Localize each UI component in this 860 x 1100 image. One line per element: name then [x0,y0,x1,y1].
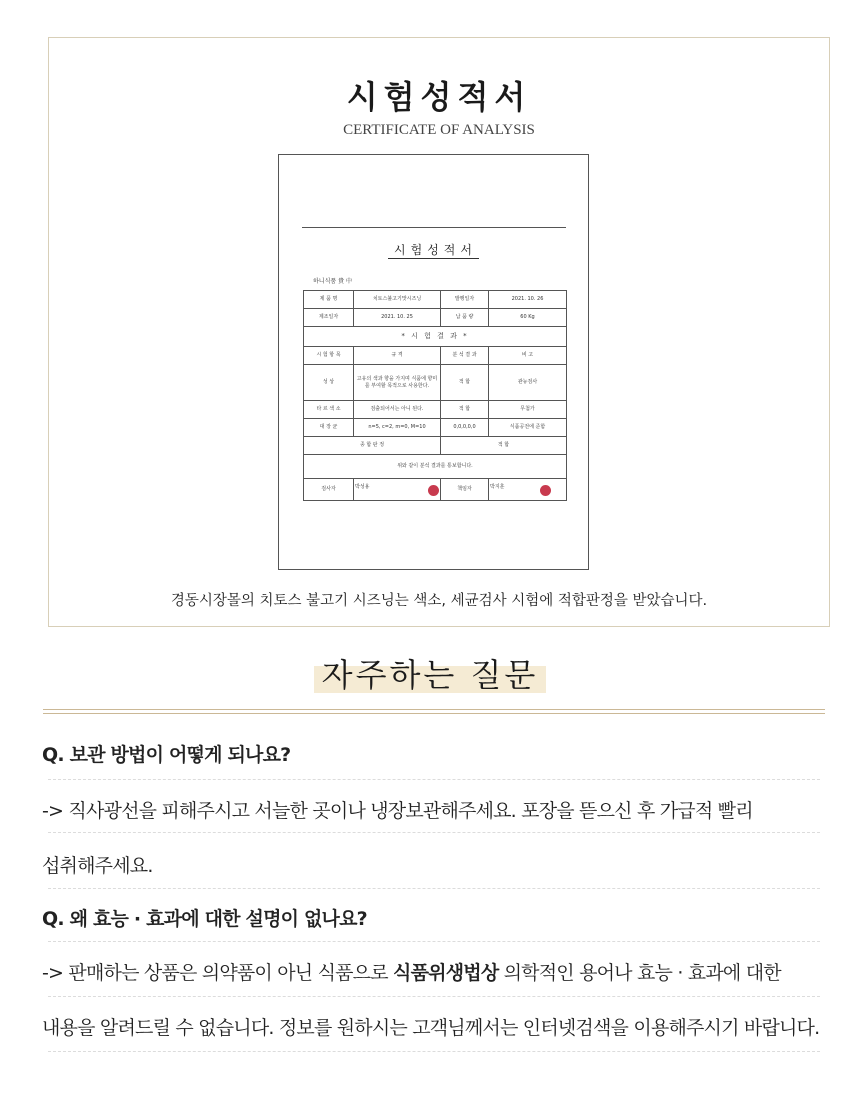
table-row [304,327,567,347]
table-row [304,455,567,479]
table-cell: 적 합 [441,437,567,455]
table-cell: 타 르 색 소 [304,401,354,419]
table-row [304,347,567,365]
table-cell: 종 합 판 정 [304,437,441,455]
table-cell: 적 합 [441,365,489,401]
table-cell: 검사자 [304,479,354,501]
dashed-divider [48,941,820,942]
table-row [304,291,567,309]
table-cell: 2021. 10. 25 [354,309,441,327]
document-table [303,290,567,501]
certificate-frame [48,37,830,627]
table-cell: 책임자 [441,479,489,501]
emphasis-text: 식품위생법상 [393,962,499,984]
table-header: 비 고 [489,347,567,365]
certificate-document-image [278,154,589,570]
table-cell: 무첨가 [489,401,567,419]
table-header: 분 석 결 과 [441,347,489,365]
table-cell: 60 Kg [489,309,567,327]
faq-divider [43,709,825,714]
faq-answer: 내용을 알려드릴 수 없습니다. 정보를 원하시는 고객님께서는 인터넷검색을 이용해주시기 바랍니다. [42,1017,820,1039]
table-cell: 대 장 균 [304,419,354,437]
faq-answer: -> 판매하는 상품은 의약품이 아닌 식품으로 식품위생법상 의학적인 용어나 효능 · 효과에 대한 [42,962,781,984]
table-cell [489,479,567,501]
inspector-name: 박성용 [355,483,370,490]
results-header: * 시 험 결 과 * [304,327,567,347]
table-row [304,365,567,401]
table-row [304,419,567,437]
document-divider [302,227,566,228]
faq-header [0,650,860,696]
table-cell: 납 품 량 [441,309,489,327]
red-seal-icon [540,485,551,496]
dashed-divider [48,832,820,833]
table-cell: 식품공전에 준함 [489,419,567,437]
faq-title: 자주하는 질문 [314,650,547,696]
certificate-title: 시험성적서 [346,78,532,116]
faq-question: Q. 보관 방법이 어떻게 되나요? [42,744,291,766]
table-cell: 관능검사 [489,365,567,401]
table-header: 규 격 [354,347,441,365]
table-row [304,479,567,501]
table-row [304,437,567,455]
table-cell: 성 상 [304,365,354,401]
table-row [304,401,567,419]
table-cell: 적 합 [441,401,489,419]
table-cell: 0,0,0,0,0 [441,419,489,437]
dashed-divider [48,888,820,889]
table-row [304,309,567,327]
faq-answer: -> 직사광선을 피해주시고 서늘한 곳이나 냉장보관해주세요. 포장을 뜯으신 후 가급적 빨리 [42,800,753,822]
table-header: 시 험 항 목 [304,347,354,365]
table-cell: 위와 같이 분석 결과를 통보합니다. [304,455,567,479]
certificate-caption: 경동시장몰의 치토스 불고기 시즈닝는 색소, 세균검사 시험에 적합판정을 받았습니다. [170,593,708,609]
document-title: 시험성적서 [279,241,588,258]
dashed-divider [48,996,820,997]
table-cell: 고유의 색과 향을 가지며 식품에 향미를 부여할 목적으로 사용한다. [354,365,441,401]
faq-question: Q. 왜 효능 · 효과에 대한 설명이 없나요? [42,908,367,930]
red-seal-icon [428,485,439,496]
table-cell: 치토스불고기맛시즈닝 [354,291,441,309]
certificate-subtitle: CERTIFICATE OF ANALYSIS [343,122,535,138]
table-cell: 발행일자 [441,291,489,309]
table-cell: n=5, c=2, m=0, M=10 [354,419,441,437]
table-cell: 검출되어서는 아니 된다. [354,401,441,419]
table-cell: 2021. 10. 26 [489,291,567,309]
dashed-divider [48,1051,820,1052]
table-cell: 제 품 명 [304,291,354,309]
faq-answer: 섭취해주세요. [42,855,153,877]
table-cell [354,479,441,501]
manager-name: 박지훈 [490,483,505,490]
dashed-divider [48,779,820,780]
document-company: 하니식품 貴 中 [313,278,352,285]
table-cell: 제조일자 [304,309,354,327]
